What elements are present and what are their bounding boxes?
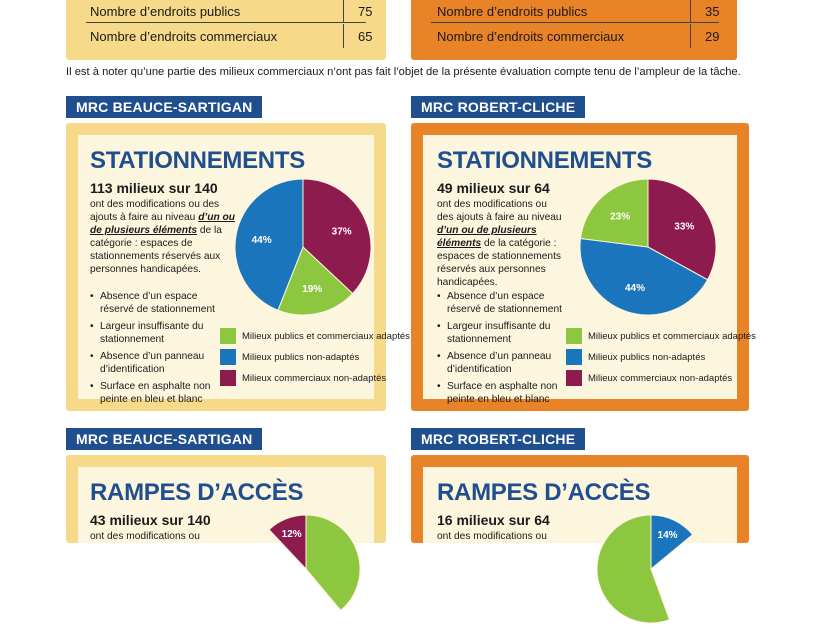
count-label: Nombre d’endroits commerciaux: [90, 29, 278, 44]
pie-slice-label: 19%: [302, 284, 323, 296]
section-count: 113 milieux sur 140: [90, 180, 218, 196]
bullet-item: • Absence d’un panneau d’identification: [90, 350, 222, 376]
pie-slice-label: 44%: [251, 235, 272, 247]
pie-slice-partial: [306, 515, 360, 610]
pie-chart-stationnements-robert: [578, 177, 718, 317]
count-label: Nombre d’endroits publics: [437, 4, 588, 19]
bullet-item: • Surface en asphalte non peinte en bleu et blanc: [90, 380, 222, 406]
divider: [343, 0, 344, 23]
bullet-item: • Absence d’un panneau d’identification: [437, 350, 567, 376]
panel-rampes-beauce: [66, 455, 386, 543]
pie-slice-label: 14%: [657, 529, 678, 541]
bullet-list: [90, 290, 222, 410]
legend-swatch: [220, 370, 236, 386]
count-value: 29: [705, 29, 720, 44]
bullet-item: • Surface en asphalte non peinte en bleu et blanc: [437, 380, 567, 406]
evaluation-note: Il est à noter qu’une partie des milieux commerciaux n’ont pas fait l’objet de la présente évaluation compte tenu de l’ampleur de la tâche.: [66, 66, 741, 78]
bullet-item: • Absence d’un espace réservé de stationnement: [437, 290, 567, 316]
divider: [690, 0, 691, 23]
pie-slice-label: 12%: [281, 528, 302, 540]
pie-slice: [651, 515, 693, 569]
section-title: STATIONNEMENTS: [90, 147, 305, 174]
legend-swatch: [220, 349, 236, 365]
section-count: 43 milieux sur 140: [90, 512, 211, 528]
count-label: Nombre d’endroits commerciaux: [437, 29, 625, 44]
panel-rampes-robert: [411, 455, 749, 543]
pie-slice-label: 37%: [331, 226, 352, 238]
section-description: ont des modifications ou des ajouts à faire au niveau d’un ou de plusieurs éléments de la catégorie : espaces de stationnements réservés aux personnes handicapées.: [437, 199, 562, 288]
tab-mrc-beauce-sartigan: MRC BEAUCE-SARTIGAN: [66, 428, 262, 450]
count-value: 75: [358, 4, 373, 19]
tab-mrc-beauce-sartigan: MRC BEAUCE-SARTIGAN: [66, 96, 262, 118]
legend-swatch: [566, 328, 582, 344]
count-value: 65: [358, 29, 373, 44]
top-count-card-robert: [411, 0, 737, 60]
legend-swatch: [566, 370, 582, 386]
section-description: ont des modifications ou des ajouts à faire au niveau d’un ou de plusieurs éléments de la catégorie : espaces de stationnements réservés aux personnes handicapées.: [90, 199, 235, 275]
bullet-item: • Largeur insuffisante du stationnement: [437, 320, 567, 346]
bullet-list: [437, 290, 567, 410]
divider: [343, 24, 344, 48]
legend-swatch: [220, 328, 236, 344]
pie-slice-label: 33%: [674, 221, 695, 233]
top-count-card-beauce: [66, 0, 386, 60]
bullet-item: • Absence d’un espace réservé de stationnement: [90, 290, 222, 316]
section-title: RAMPES D’ACCÈS: [90, 479, 304, 506]
section-description: ont des modifications ou: [90, 531, 200, 542]
pie-slice: [269, 515, 306, 569]
section-title: STATIONNEMENTS: [437, 147, 652, 174]
row-divider: [86, 22, 366, 23]
bullet-item: • Largeur insuffisante du stationnement: [90, 320, 222, 346]
tab-mrc-robert-cliche: MRC ROBERT-CLICHE: [411, 428, 585, 450]
tab-mrc-robert-cliche: MRC ROBERT-CLICHE: [411, 96, 585, 118]
section-title: RAMPES D’ACCÈS: [437, 479, 651, 506]
section-description: ont des modifications ou: [437, 531, 547, 542]
pie-chart-stationnements-beauce: [233, 177, 373, 317]
divider: [690, 24, 691, 48]
pie-slice-label: 23%: [610, 211, 631, 223]
count-label: Nombre d’endroits publics: [90, 4, 241, 19]
panel-inner: STATIONNEMENTS 113 milieux sur 140 ont des modifications ou des ajouts à faire au niveau d’un ou de plusieurs éléments de la catégorie : espaces de stationnements réservés aux personnes handicapées. • Absence d’un espace réservé de stationnement • Largeur insuffisante du stationnement • Absence d’un panneau d’identification • Surface en asphalte non peinte en bleu et blanc 37% 19% 44% Milieux publics et commerciaux adaptés Milieux publics non-adaptés Milieux commerciaux non-adaptés: [78, 135, 374, 399]
count-value: 35: [705, 4, 720, 19]
panel-inner: STATIONNEMENTS 49 milieux sur 64 ont des modifications ou des ajouts à faire au niveau d’un ou de plusieurs éléments de la catégorie : espaces de stationnements réservés aux personnes handicapées. • Absence d’un espace réservé de stationnement • Largeur insuffisante du stationnement • Absence d’un panneau d’identification • Surface en asphalte non peinte en bleu et blanc 33% 44% 23% Milieux publics et commerciaux adaptés Milieux publics non-adaptés Milieux commerciaux non-adaptés: [423, 135, 737, 399]
pie-chart-rampes-beauce: [246, 509, 366, 629]
panel-stationnements-robert: [411, 123, 756, 411]
legend-swatch: [566, 349, 582, 365]
section-count: 49 milieux sur 64: [437, 180, 550, 196]
pie-slice-label: 44%: [624, 283, 645, 295]
panel-inner: [78, 467, 374, 543]
section-count: 16 milieux sur 64: [437, 512, 550, 528]
pie-chart-rampes-robert: [591, 509, 711, 629]
row-divider: [431, 22, 719, 23]
panel-inner: [423, 467, 737, 543]
panel-stationnements-beauce: [66, 123, 410, 411]
